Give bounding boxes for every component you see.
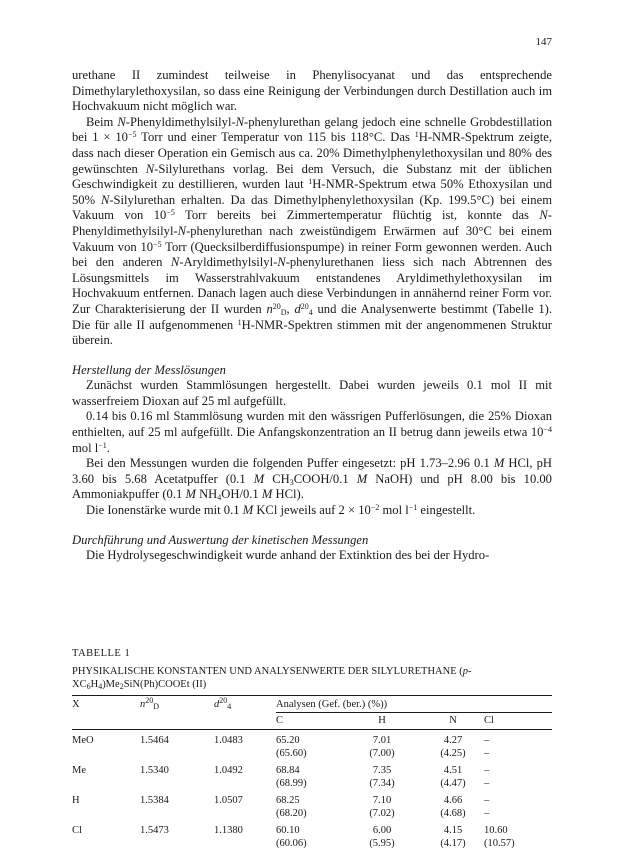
paragraph-6: Die Ionenstärke wurde mit 0.1 M KCl jeweils auf $2 \times 10^{-2}$ mol $l^{-1}$ eingestellt. [86, 503, 476, 518]
table-row: MeO 1.5464 1.0483 65.20 7.01 4.27 – [72, 735, 490, 746]
section-heading-kinetik: Durchführung und Auswertung der kinetischen Messungen [72, 532, 369, 547]
table-caption: PHYSIKALISCHE KONSTANTEN UND ANALYSENWERTE DER SILYLURETHANE (p- $XC_6H_4)Me_2SiN(Ph)COOEt$ (II) [72, 666, 472, 691]
col-header-d204: $d^{20}_4$ [214, 696, 276, 713]
paragraph-3: Zunächst wurden Stammlösungen hergestellt. Dabei wurden jeweils 0.1 mol II mit wasserfreiem Dioxan auf 25 ml aufgefüllt. [72, 378, 552, 408]
table-row: (65.60) (7.00) (4.25) – [276, 748, 490, 759]
col-header-c: C [276, 713, 342, 730]
paragraph-5: Bei den Messungen wurden die folgenden Puffer eingesetzt: pH 1.73–2.96 0.1 M HCl, pH 3.60 bis 5.68 Acetatpuffer (0.1 M $CH_3COOH/0.1$ M NaOH) und pH 8.00 bis 10.00 Ammoniakpuffer (0.1 M $NH_4OH/0.1$ M HCl). [72, 456, 552, 503]
paragraph-1: urethane II zumindest teilweise in Phenylisocyanat und das entsprechende Dimethylarylethoxysilan, so dass eine Reinigung der Verbindungen durch Destillation auch im Hochvakuum nicht möglich war. [72, 68, 552, 114]
col-header-n: N [422, 713, 484, 730]
col-header-n20d: $n^{20}_D$ [140, 696, 214, 713]
data-table [72, 695, 552, 850]
col-header-h: H [342, 713, 422, 730]
table-row: H 1.5384 1.0507 68.25 7.10 4.66 – [72, 795, 490, 806]
col-header-cl: Cl [484, 713, 552, 730]
col-header-x: X [72, 696, 140, 713]
paragraph-7: Die Hydrolysegeschwindigkeit wurde anhand der Extinktion des bei der Hydro- [86, 548, 490, 563]
section-heading-messloesungen: Herstellung der Messlösungen [72, 362, 226, 377]
table-row: Me 1.5340 1.0492 68.84 7.35 4.51 – [72, 765, 490, 776]
body-text [72, 68, 552, 564]
table-row: (68.99) (7.34) (4.47) – [276, 778, 490, 789]
table-row: Cl 1.5473 1.1380 60.10 6.00 4.15 10.60 [72, 825, 508, 836]
col-header-analysen: Analysen (Gef. (ber.) (%)) [276, 696, 552, 713]
paragraph-2: Beim N-Phenyldimethylsilyl-N-phenylurethan gelang jedoch eine schnelle Grobdestillation bei $1 \times 10^{-5}$ Torr und einer Temperatur von 115 bis 118°C. Das $^1$H-NMR-Spektrum zeigte, dass nach dieser Operation ein Gemisch aus ca. 20% Dimethylphenylethoxysilan und 80% des gewünschten N-Silylurethans vorlag. Bei dem Versuch, die Substanz mit der üblichen Geschwindigkeit zu destillieren, wurden laut $^1$H-NMR-Spektrum etwa 50% Ethoxysilan und 50% N-Silylurethan erhalten. Da das Dimethylphenylethoxysilan (Kp. 199.5°C) bei einem Vakuum von $10^{-5}$ Torr bereits bei Zimmertemperatur flüchtig ist, konnte das N-Phenyldimethylsilyl-N-phenylurethan nach zweistündigem Erwärmen auf 30°C bei einem Vakuum von $10^{-5}$ Torr (Quecksilberdiffusionspumpe) in reiner Form gewonnen werden. Auch bei den anderen N-Aryldimethylsilyl-N-phenylurethanen liess sich nach Abtrennen des Lösungsmittels im Wasserstrahlvakuum entstandenes Aryldimethylethoxysilan im Hochvakuum entfernen. Danach lagen auch diese Verbindungen in annähernd reiner Form vor. Zur Charakterisierung der II wurden $n^{20}_D$, $d^{20}_4$ und die Analysenwerte bestimmt (Tabelle 1). Die für alle II aufgenommenen $^1$H-NMR-Spektren stimmen mit der angenommenen Struktur überein. [72, 114, 553, 348]
table-row: (68.20) (7.02) (4.68) – [276, 808, 490, 819]
table-label: TABELLE 1 [72, 648, 131, 659]
table-1 [72, 648, 552, 850]
paragraph-4: 0.14 bis 0.16 ml Stammlösung wurden mit den wässrigen Pufferlösungen, die 25% Dioxan enthielten, auf 25 ml aufgefüllt. Die Anfangskonzentration an II betrug dann jeweils etwa $10^{-4}$ mol $l^{-1}$. [72, 409, 552, 455]
page-number: 147 [535, 36, 552, 48]
table-row: (60.06) (5.95) (4.17) (10.57) [276, 838, 515, 849]
